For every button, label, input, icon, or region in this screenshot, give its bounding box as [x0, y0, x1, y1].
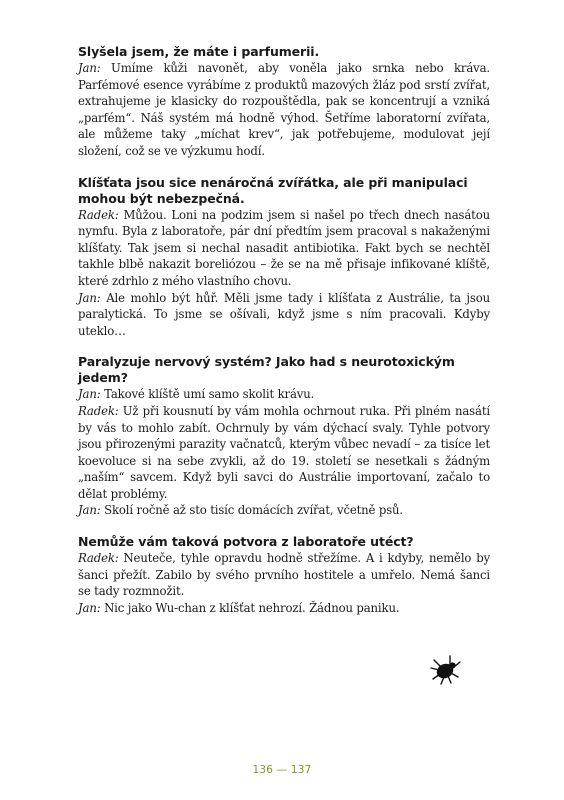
answer-paragraph — [78, 207, 490, 290]
answer-paragraph — [78, 290, 490, 340]
qa-section — [78, 44, 490, 160]
speaker-name: Jan: — [78, 503, 101, 518]
answer-paragraph — [78, 386, 490, 403]
answer-text: Umíme kůži navonět, aby voněla jako srnka nebo kráva. Parfémové esence vyrábíme z produktů mazových žláz pod srstí zvířat, extrahujeme je klasicky do rozpouštědla, pak se koncentrují a vzniká „parfém“. Náš systém má hodně výhod. Šetříme laboratorní zvířata, ale můžeme taky „míchat krev“, jak potřebujeme, modulovat její složení, což se ve výzkumu hodí. — [78, 61, 490, 158]
answer-text: Neuteče, tyhle opravdu hodně střežíme. A i kdyby, nemělo by šanci přežít. Zabilo by svého prvního hostitele a umřelo. Nemá šanci se tady rozmnožit. — [78, 551, 490, 599]
speaker-name: Jan: — [78, 387, 101, 402]
speaker-name: Radek: — [78, 207, 119, 222]
interview-question: Nemůže vám taková potvora z laboratoře utéct? — [78, 534, 414, 550]
answer-text: Nic jako Wu-chan z klíšťat nehrozí. Žádnou paniku. — [104, 600, 400, 615]
answer-paragraph — [78, 550, 490, 600]
answer-paragraph — [78, 60, 490, 160]
speaker-name: Jan: — [78, 61, 101, 75]
answer-paragraph — [78, 502, 490, 519]
answer-text: Takové klíště umí samo skolit krávu. — [104, 387, 315, 402]
speaker-name: Radek: — [78, 403, 119, 418]
qa-section — [78, 534, 490, 616]
speaker-name: Radek: — [78, 551, 119, 566]
answer-text: Ale mohlo být hůř. Měli jsme tady i klíšťata z Austrálie, ta jsou paralytická. To jsme se ošívali, když jsme s ním pracovali. Kdyby uteklo… — [78, 290, 490, 338]
interview-question: Slyšela jsem, že máte i parfumerii. — [78, 44, 320, 59]
qa-section — [78, 175, 490, 340]
tick-icon — [428, 652, 462, 686]
speaker-name: Jan: — [78, 290, 101, 305]
answer-paragraph — [78, 600, 490, 617]
answer-text: Už při kousnutí by vám mohla ochrnout ruka. Při plném nasátí by vás to mohlo zabít. Ochrnuly by vám dýchací svaly. Tyhle potvory jsou přirozenými parazity vačnatců, kterým vůbec nevadí – za tisíce let koevoluce si na sebe zvykli, až do 19. století se nesetkali s žádným „naším“ savcem. Když byli savci do Austrálie importovaní, začalo to dělat problémy. — [78, 403, 490, 501]
answer-paragraph — [78, 403, 490, 503]
answer-text: Můžou. Loni na podzim jsem si našel po třech dnech nasátou nymfu. Byla z laboratoře, pár dní předtím jsem pracoval s nakaženými klíšťaty. Tak jsem si nechal nasadit antibiotika. Fakt bych se nechtěl takhle blbě nakazit boreliózou – že se na mě přisaje infikované klíště, které zdrhlo z mého vlastního chovu. — [78, 207, 490, 288]
interview-question: Paralyzuje nervový systém? Jako had s neurotoxickým jedem? — [78, 354, 455, 386]
page-number: 136 — 137 — [252, 764, 312, 776]
interview-question: Klíšťata jsou sice nenáročná zvířátka, ale při manipulaci mohou být nebezpečná. — [78, 174, 468, 206]
qa-section — [78, 354, 490, 519]
speaker-name: Jan: — [78, 600, 101, 615]
article-body — [78, 44, 490, 631]
answer-text: Skolí ročně až sto tisíc domácích zvířat, včetně psů. — [104, 503, 403, 518]
